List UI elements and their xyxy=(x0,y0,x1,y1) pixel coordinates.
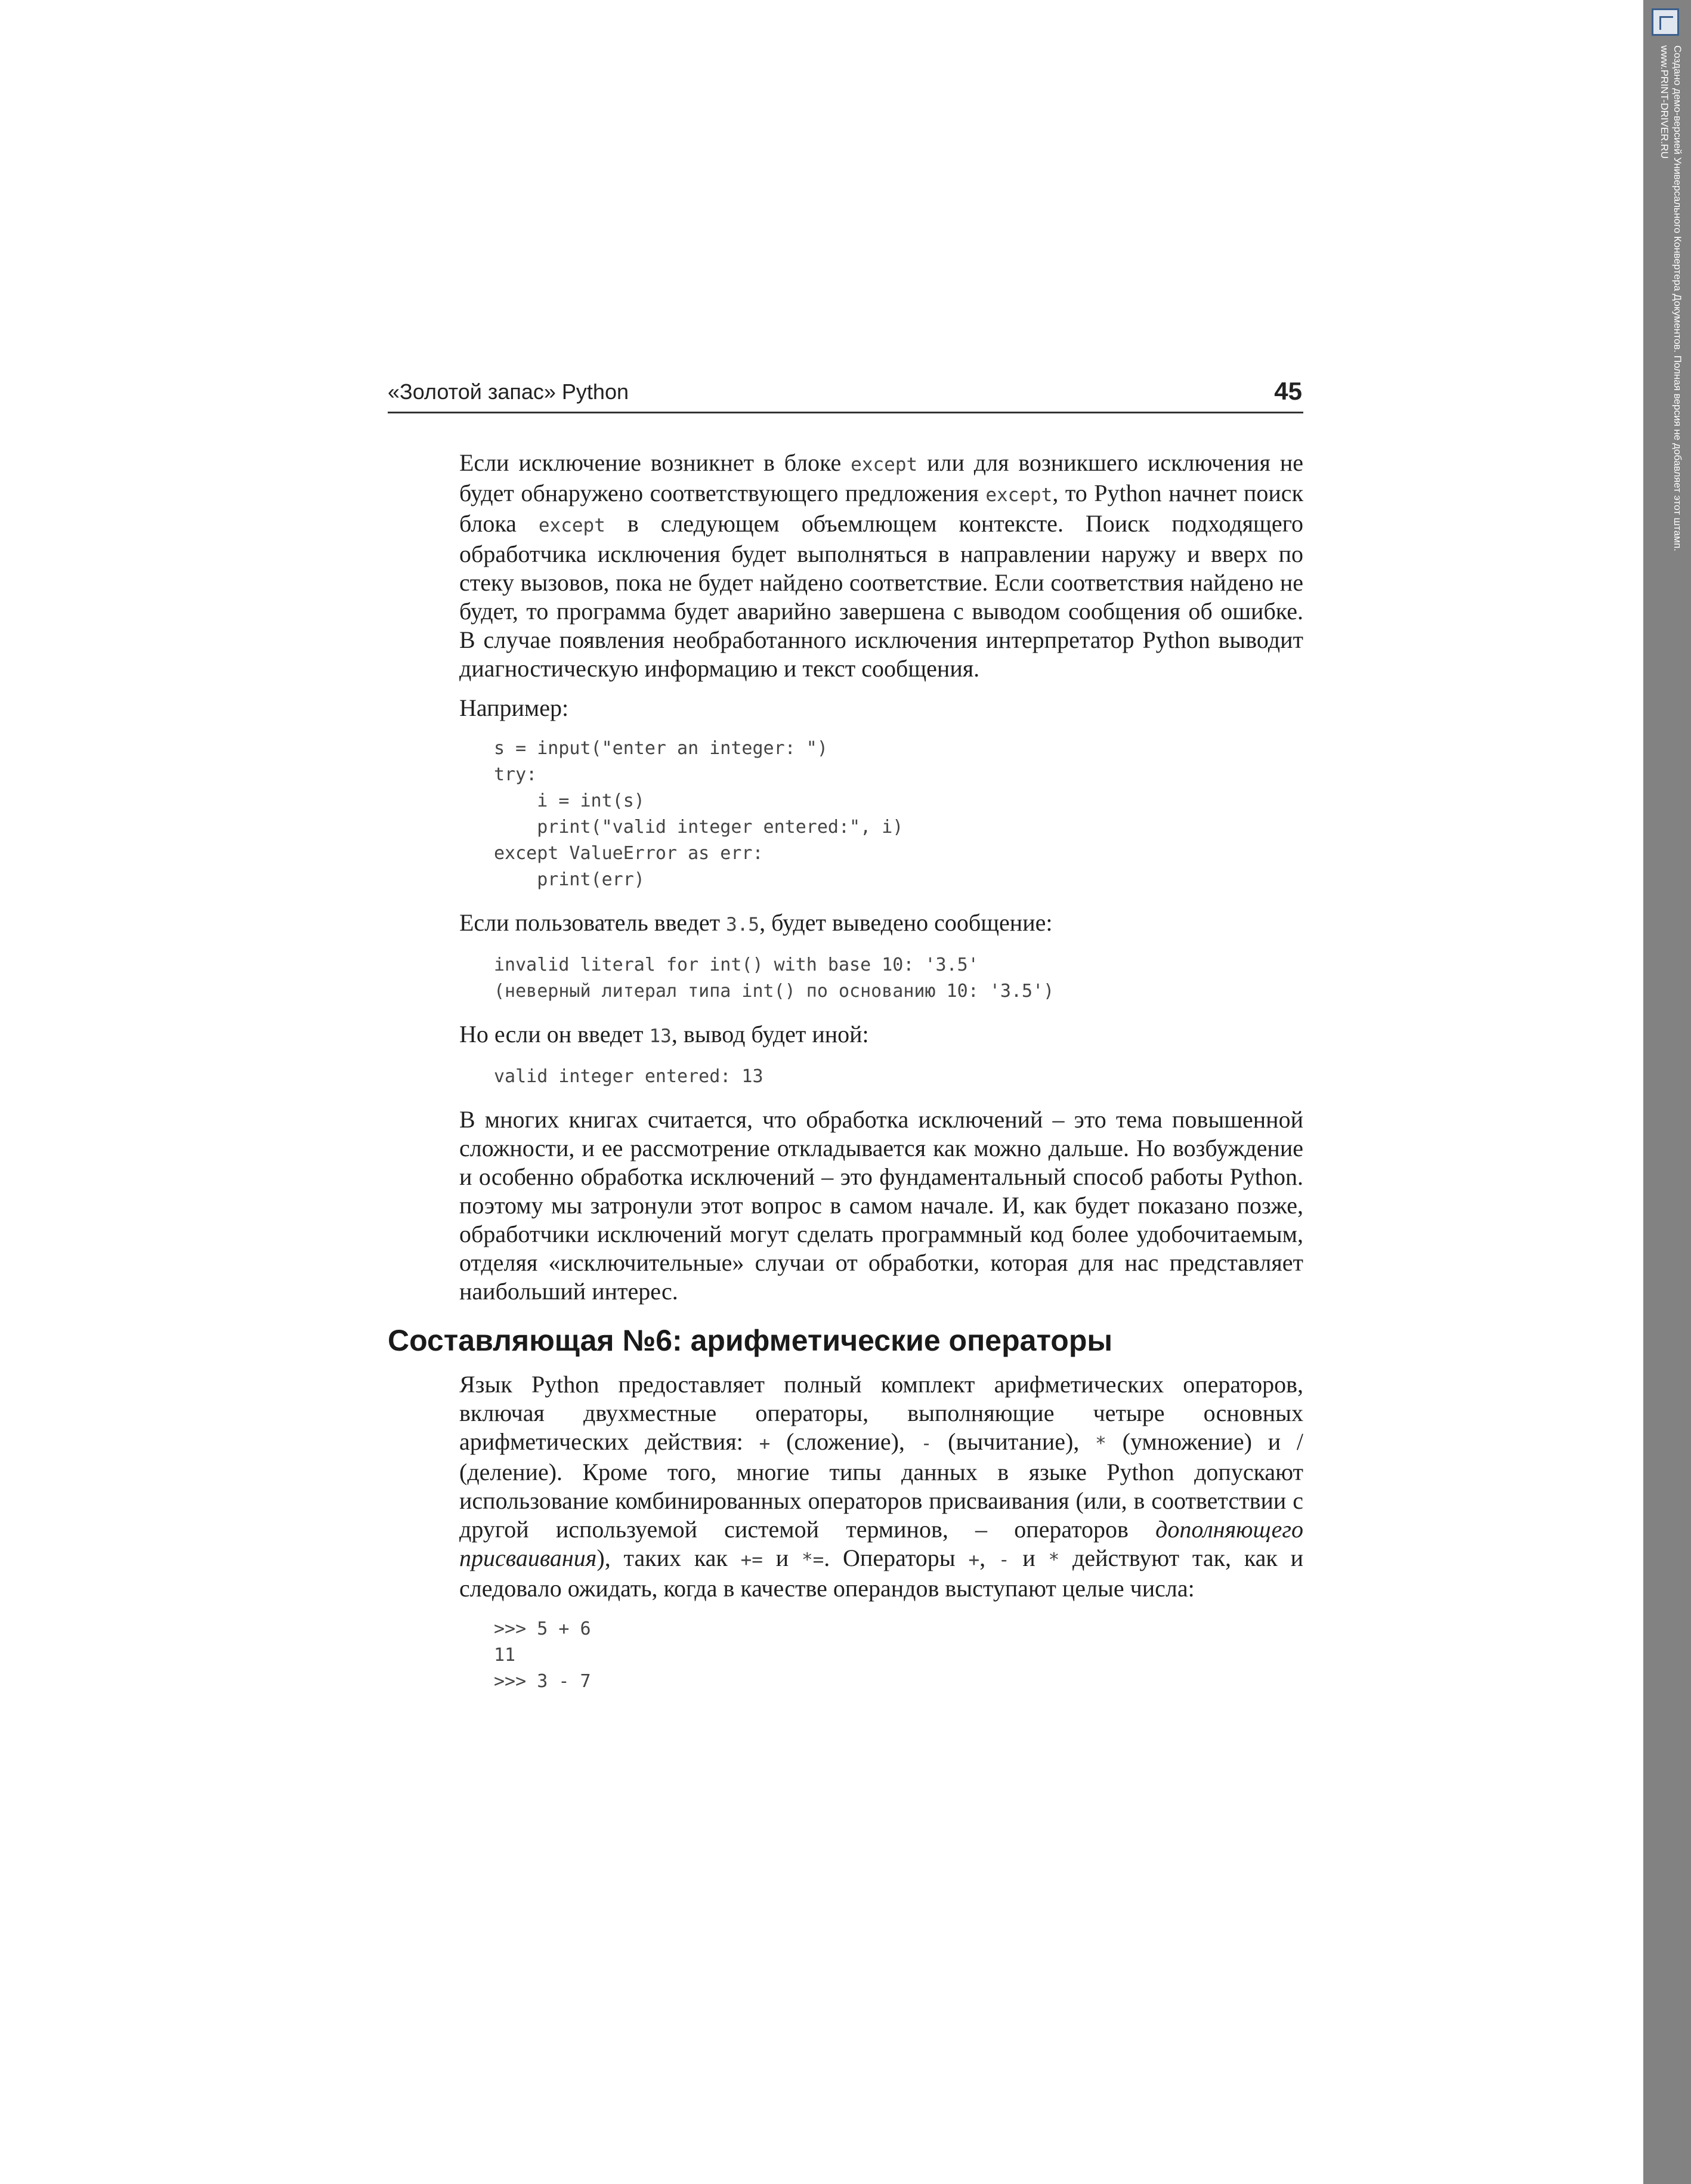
section-heading: Составляющая №6: арифметические операторы xyxy=(388,1324,1113,1357)
page-body xyxy=(388,449,1304,1710)
paragraph-exception-importance: В многих книгах считается, что обработка исключений – это тема повышенной сложности, и ее рассмотрение откладывается как можно дальше. Но возбуждение и особенно обработка исключений – это фундаментальный способ работы Python. поэтому мы затронули этот вопрос в самом начале. И, как будет показано позже, обработчики исключений могут сделать программный код более удобочитаемым, отделяя «исключительные» случаи от обработки, которая для нас представляет наибольший интерес. xyxy=(459,1106,1303,1305)
converter-sidebar xyxy=(1643,0,1691,2184)
code-block-error-output: invalid literal for int() with base 10: '3.5' (неверный литерал типа int() по основанию 10: '3.5') xyxy=(494,954,1055,1002)
page-header xyxy=(388,377,1303,413)
paragraph-input-3-5 xyxy=(459,909,1303,939)
code-block-interactive-session: >>> 5 + 6 11 >>> 3 - 7 xyxy=(494,1618,591,1692)
code-block-valid-output: valid integer entered: 13 xyxy=(494,1066,763,1087)
demo-watermark-text xyxy=(1658,45,1684,642)
paragraph-example-intro: Например: xyxy=(459,694,569,721)
inline-code: except xyxy=(851,454,918,475)
text-run: Если исключение возникнет в блоке xyxy=(459,449,851,476)
inline-code: + xyxy=(759,1433,771,1454)
text-run: в следующем объемлющем контексте. Поиск подходящего обработчика исключения будет выполняться в направлении наружу и вверх по стеку вызовов, пока не будет найдено соответствие. Если соответствия найдено не будет, то программа будет аварийно завершена с выводом сообщения об ошибке. В случае появления необработанного исключения интерпретатор Python выводит диагностическую информацию и текст сообщения. xyxy=(459,510,1303,682)
inline-code: - xyxy=(920,1433,932,1454)
watermark-url: www.PRINT-DRIVER.RU xyxy=(1659,45,1670,159)
text-run: (сложение), xyxy=(770,1428,921,1455)
code-block-input-example: s = input("enter an integer: ") try: i = int(s) print("valid integer entered:", i) except ValueError as err: print(err) xyxy=(494,738,904,890)
text-run: и xyxy=(762,1544,802,1571)
inline-code: 3.5 xyxy=(726,914,760,935)
text-run: , будет выведено сообщение: xyxy=(759,909,1053,936)
text-run: Если пользователь введет xyxy=(459,909,727,936)
paragraph-exception-propagation xyxy=(459,449,1303,683)
text-run: , вывод будет иной: xyxy=(671,1021,869,1048)
inline-code: * xyxy=(1048,1549,1060,1571)
text-run: , xyxy=(979,1544,998,1571)
text-run: , то Python начнет поиск блока xyxy=(459,480,1303,537)
italic-term: дополняющего присваивания xyxy=(459,1516,1303,1571)
running-head: «Золотой запас» Python xyxy=(388,379,629,404)
text-run: ), таких как xyxy=(596,1544,741,1571)
text-run: или для возникшего исключения не будет обнаружено соответствующего предложения xyxy=(459,449,1303,506)
text-run: (вычитание), xyxy=(932,1428,1096,1455)
text-run: (умножение) и / (деление). Кроме того, многие типы данных в языке Python допускают использование комбинированных операторов присваивания (или, в соответствии с другой используемой системой терминов, – операторов xyxy=(459,1428,1304,1543)
inline-code: *= xyxy=(801,1549,824,1571)
page-number: 45 xyxy=(1274,377,1302,405)
text-run: и xyxy=(1009,1544,1049,1571)
text-run: действуют так, как и следовало ожидать, когда в качестве операндов выступают целые числа: xyxy=(459,1544,1304,1602)
inline-code: += xyxy=(740,1549,763,1571)
inline-code: 13 xyxy=(649,1025,672,1047)
inline-code: except xyxy=(538,515,605,536)
text-run: Язык Python предоставляет полный комплект арифметических операторов, включая двухместные операторы, выполняющие четыре основных арифметических действия: xyxy=(459,1371,1303,1455)
text-run: . Операторы xyxy=(824,1544,969,1571)
paragraph-arithmetic-operators xyxy=(459,1370,1303,1603)
inline-code: except xyxy=(985,484,1053,506)
inline-code: * xyxy=(1095,1433,1106,1454)
converter-logo-icon xyxy=(1652,8,1679,36)
watermark-line: Создано демо-версией Универсального Конвертера Документов. Полная версия не добавляет этот штамп. xyxy=(1672,45,1683,552)
paragraph-input-13 xyxy=(459,1020,1303,1051)
inline-code: + xyxy=(968,1549,980,1571)
text-run: Но если он введет xyxy=(459,1021,650,1048)
inline-code: - xyxy=(998,1549,1010,1571)
